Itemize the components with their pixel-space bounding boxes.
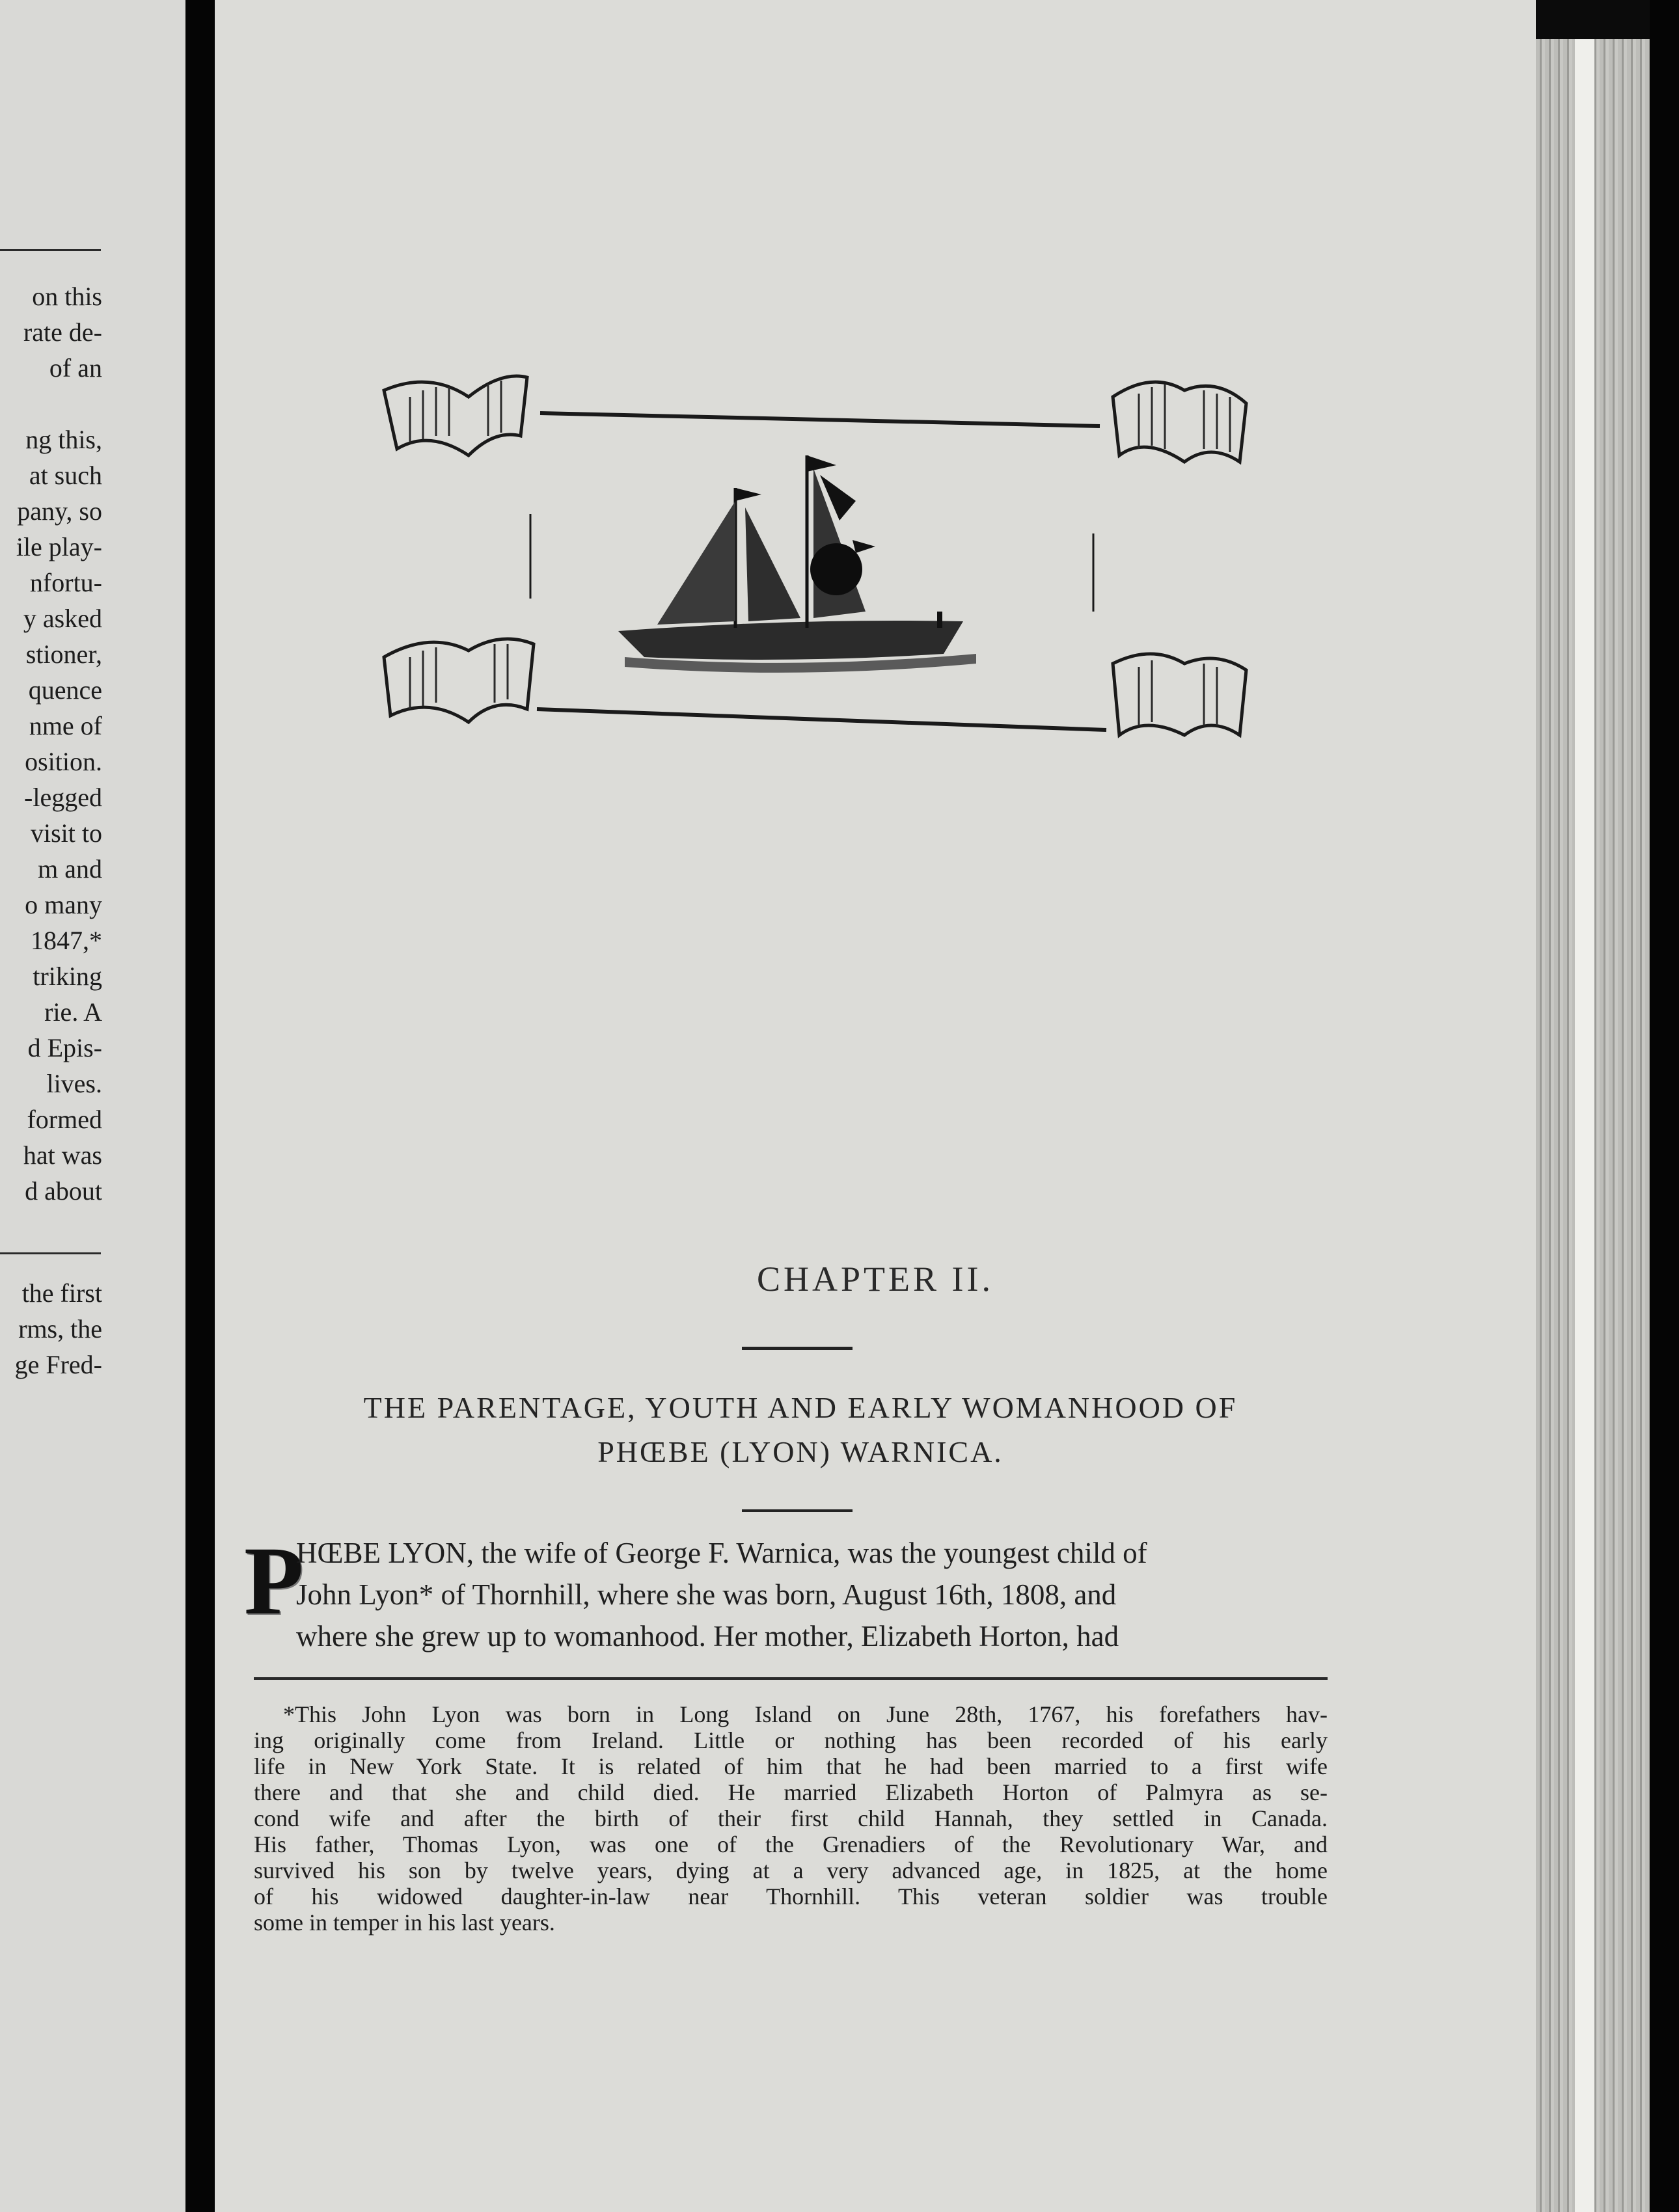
body-text bbox=[251, 1532, 1344, 1657]
footnote-line-1: *This John Lyon was born in Long Island on June 28th, 1767, his forefathers hav- bbox=[283, 1701, 1328, 1727]
footnote-line-3: life in New York State. It is related of him that he had been married to a first wife bbox=[254, 1753, 1328, 1779]
left-page-line-9: nfortu- bbox=[29, 568, 102, 597]
left-page-rule-bottom bbox=[0, 1252, 101, 1254]
footnote-line-9: some in temper in his last years. bbox=[254, 1909, 555, 1936]
left-page-line-15: -legged bbox=[24, 783, 102, 812]
left-page-text-bottom bbox=[0, 1275, 102, 1382]
left-page-line-7: pany, so bbox=[17, 496, 102, 526]
left-page-fragment bbox=[0, 0, 185, 2212]
left-page-line-3: of an bbox=[49, 353, 102, 383]
body-line-2: John Lyon* of Thornhill, where she was born, August 16th, 1808, and bbox=[296, 1578, 1117, 1611]
footnote bbox=[254, 1701, 1328, 1936]
left-page-line-11: stioner, bbox=[25, 640, 102, 669]
drop-cap: P bbox=[244, 1527, 304, 1635]
chapter-subtitle bbox=[280, 1386, 1321, 1474]
left-page-bottom-line-3: ge Fred- bbox=[14, 1350, 102, 1379]
left-page-bottom-line-1: the first bbox=[21, 1278, 102, 1308]
left-page-line-17: m and bbox=[38, 854, 102, 883]
book-board-edge bbox=[1650, 0, 1679, 2212]
left-page-line-4 bbox=[0, 386, 102, 422]
left-page-line-6: at such bbox=[29, 461, 102, 490]
body-line-3: where she grew up to womanhood. Her mother, Elizabeth Horton, had bbox=[296, 1620, 1119, 1652]
left-page-line-10: y asked bbox=[23, 604, 102, 633]
footnote-line-8: of his widowed daughter-in-law near Thornhill. This veteran soldier was trouble bbox=[254, 1883, 1328, 1909]
book-gutter bbox=[185, 0, 215, 2212]
left-page-line-13: nme of bbox=[29, 711, 102, 740]
footnote-line-2: ing originally come from Ireland. Little or nothing has been recorded of his early bbox=[254, 1727, 1328, 1753]
left-page-line-18: o many bbox=[25, 890, 102, 919]
left-page-line-14: osition. bbox=[25, 747, 102, 776]
left-page-line-16: visit to bbox=[30, 818, 102, 848]
left-page-line-8: ile play- bbox=[16, 532, 102, 561]
left-page-line-21: rie. A bbox=[44, 997, 102, 1027]
chapter-title: CHAPTER II. bbox=[757, 1260, 994, 1299]
ship-vignette-icon bbox=[371, 358, 1256, 748]
chapter-subtitle-line-2: PHŒBE (LYON) WARNICA. bbox=[597, 1435, 1003, 1468]
left-page-line-26: d about bbox=[25, 1176, 102, 1206]
left-page-line-12: quence bbox=[28, 675, 102, 705]
body-line-1: HŒBE LYON, the wife of George F. Warnica, was the youngest child of bbox=[296, 1537, 1147, 1569]
left-page-line-23: lives. bbox=[46, 1069, 102, 1098]
footnote-rule bbox=[254, 1677, 1328, 1680]
footnote-line-7: survived his son by twelve years, dying at a very advanced age, in 1825, at the home bbox=[254, 1857, 1328, 1883]
footnote-line-4: there and that she and child died. He married Elizabeth Horton of Palmyra as se- bbox=[254, 1779, 1328, 1805]
chapter-subtitle-rule bbox=[742, 1509, 853, 1512]
left-page-bottom-line-2: rms, the bbox=[18, 1314, 102, 1343]
left-page-line-2: rate de- bbox=[23, 317, 102, 347]
left-page-rule-top bbox=[0, 249, 101, 251]
left-page-line-22: d Epis- bbox=[27, 1033, 102, 1062]
left-page-text-top bbox=[0, 278, 102, 1209]
footnote-line-5: cond wife and after the birth of their first child Hannah, they settled in Canada. bbox=[254, 1805, 1328, 1831]
page-edge-highlight bbox=[1575, 39, 1594, 2212]
left-page-line-20: triking bbox=[33, 962, 102, 991]
left-page-line-24: formed bbox=[27, 1105, 102, 1134]
left-page-line-25: hat was bbox=[23, 1140, 102, 1170]
footnote-line-6: His father, Thomas Lyon, was one of the Grenadiers of the Revolutionary War, and bbox=[254, 1831, 1328, 1857]
chapter-title-rule bbox=[742, 1347, 853, 1350]
left-page-line-19: 1847,* bbox=[31, 926, 102, 955]
left-page-line-5: ng this, bbox=[25, 425, 102, 454]
left-page-line-1: on this bbox=[32, 282, 102, 311]
chapter-subtitle-line-1: THE PARENTAGE, YOUTH AND EARLY WOMANHOOD OF bbox=[363, 1391, 1238, 1424]
